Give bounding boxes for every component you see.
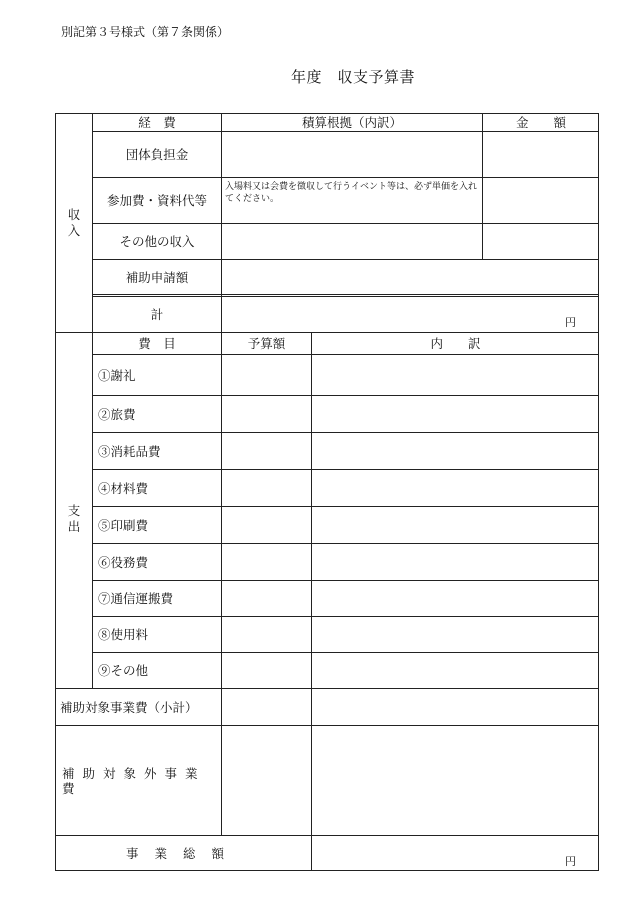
non-subsidized-label: 補助対象外事業費 xyxy=(62,765,206,796)
expense-row-materials: ④材料費 xyxy=(98,480,149,496)
expense-header-budget: 予算額 xyxy=(247,336,286,351)
expense-row-printing: ⑤印刷費 xyxy=(98,517,149,533)
income-header-category: 経 費 xyxy=(138,114,176,130)
expense-row-services: ⑥役務費 xyxy=(98,554,149,570)
income-row-subsidy-request: 補助申請額 xyxy=(125,269,189,285)
grand-total-unit: 円 xyxy=(565,855,576,868)
expense-section-label: 支出 xyxy=(67,503,81,534)
income-header-basis: 積算根拠（内訳） xyxy=(301,114,402,130)
income-header-amount: 金 額 xyxy=(515,114,566,130)
document-title: 年度 収支予算書 xyxy=(291,68,416,86)
expense-row-travel: ②旅費 xyxy=(98,406,136,422)
expense-row-usage-fee: ⑧使用料 xyxy=(98,627,149,642)
expense-row-shipping: ⑦通信運搬費 xyxy=(98,591,174,606)
income-section-label: 収入 xyxy=(67,207,81,238)
income-row-participation-fee: 参加費・資料代等 xyxy=(106,193,207,208)
form-number-label: 別記第３号様式（第７条関係） xyxy=(61,25,230,39)
income-row-group-contribution: 団体負担金 xyxy=(125,147,189,162)
grand-total-label: 事業総額 xyxy=(125,846,240,861)
expense-header-item: 費 目 xyxy=(138,336,176,351)
subtotal-label: 補助対象事業費（小計） xyxy=(60,699,198,715)
expense-header-detail: 内 訳 xyxy=(430,336,481,351)
participation-fee-note: 入場料又は会費を徴収して行うイベント等は、必ず単価を入れてください。 xyxy=(225,182,478,204)
income-row-other: その他の収入 xyxy=(119,234,195,249)
expense-row-honorarium: ①謝礼 xyxy=(98,367,136,383)
expense-row-consumables: ③消耗品費 xyxy=(98,443,161,459)
income-total-unit: 円 xyxy=(565,316,576,329)
budget-sheet xyxy=(55,113,599,871)
expense-row-other: ⑨その他 xyxy=(98,663,149,678)
income-total-label: 計 xyxy=(150,307,164,322)
